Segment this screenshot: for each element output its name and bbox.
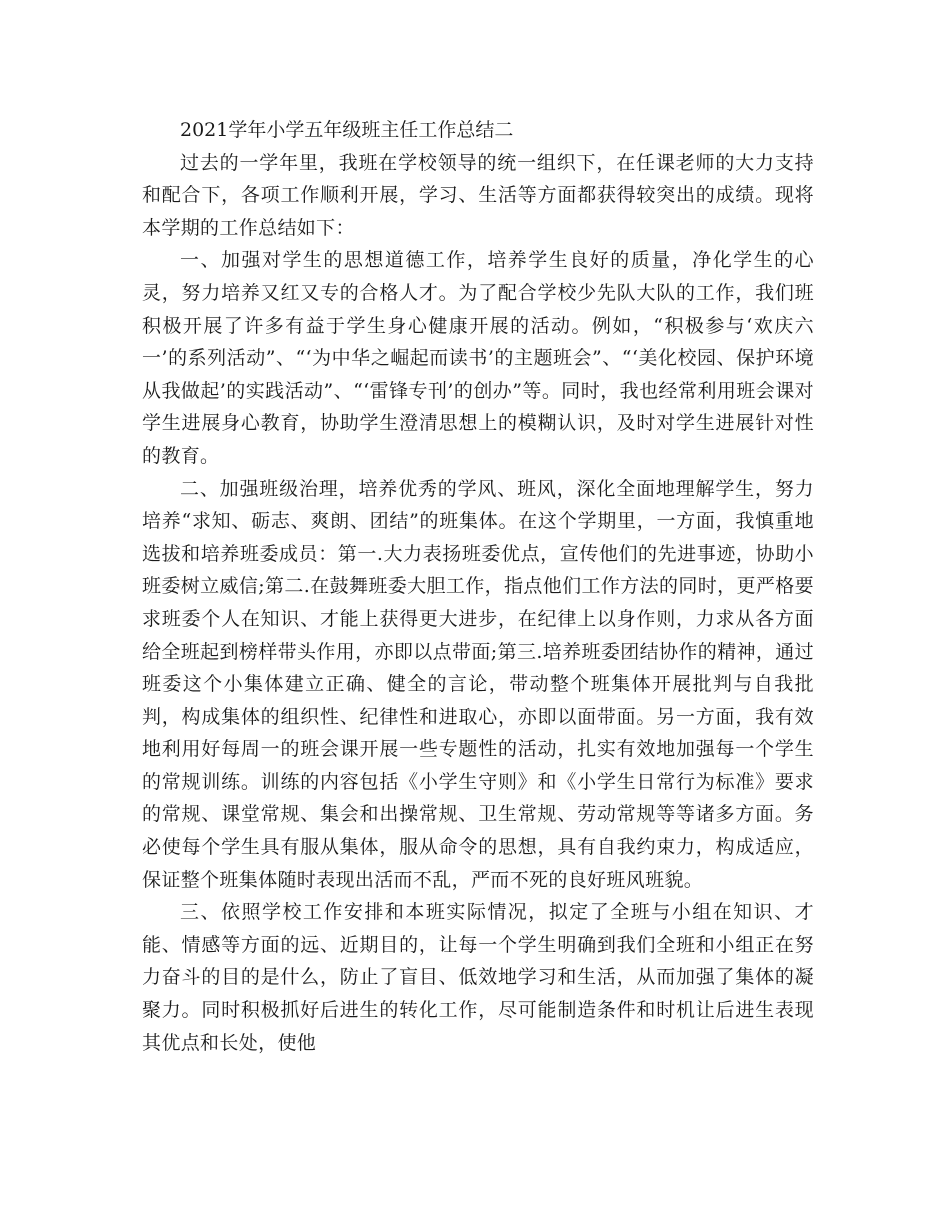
paragraph-intro: 过去的一学年里，我班在学校领导的统一组织下，在任课老师的大力支持和配合下，各项工作顺利开展，学习、生活等方面都获得较突出的成绩。现将本学期的工作总结如下： xyxy=(142,151,814,239)
paragraph-section-1: 一、加强对学生的思想道德工作，培养学生良好的质量，净化学生的心灵，努力培养又红又专的合格人才。为了配合学校少先队大队的工作，我们班积极开展了许多有益于学生身心健康开展的活动。例如，“积极参与‘欢庆六一’的系列活动”、“‘为中华之崛起而读书’的主题班会”、“‘美化校园、保护环境从我做起’的实践活动”、“‘雷锋专刊’的创办”等。同时，我也经常利用班会课对学生进展身心教育，协助学生澄清思想上的模糊认识，及时对学生进展针对性的教育。 xyxy=(142,249,814,467)
paragraph-section-3: 三、依照学校工作安排和本班实际情况，拟定了全班与小组在知识、才能、情感等方面的远、近期目的，让每一个学生明确到我们全班和小组正在努力奋斗的目的是什么，防止了盲目、低效地学习和生活，从而加强了集体的凝聚力。同时积极抓好后进生的转化工作，尽可能制造条件和时机让后进生表现其优点和长处，使他 xyxy=(142,901,814,1054)
document-body xyxy=(142,114,814,1059)
paragraph-section-2: 二、加强班级治理，培养优秀的学风、班风，深化全面地理解学生，努力培养“求知、砺志、爽朗、团结”的班集体。在这个学期里，一方面，我慎重地选拔和培养班委成员：第一.大力表扬班委优点，宣传他们的先进事迹，协助小班委树立威信;第二.在鼓舞班委大胆工作，指点他们工作方法的同时，更严格要求班委个人在知识、才能上获得更大进步，在纪律上以身作则，力求从各方面给全班起到榜样带头作用，亦即以点带面;第三.培养班委团结协作的精神，通过班委这个小集体建立正确、健全的言论，带动整个班集体开展批判与自我批判，构成集体的组织性、纪律性和进取心，亦即以面带面。另一方面，我有效地利用好每周一的班会课开展一些专题性的活动，扎实有效地加强每一个学生的常规训练。训练的内容包括《小学生守则》和《小学生日常行为标准》要求的常规、课堂常规、集会和出操常规、卫生常规、劳动常规等等诸多方面。务必使每个学生具有服从集体，服从命令的思想，具有自我约束力，构成适应，保证整个班集体随时表现出活而不乱，严而不死的良好班风班貌。 xyxy=(142,477,814,891)
document-title: 2021学年小学五年级班主任工作总结二 xyxy=(180,119,514,141)
